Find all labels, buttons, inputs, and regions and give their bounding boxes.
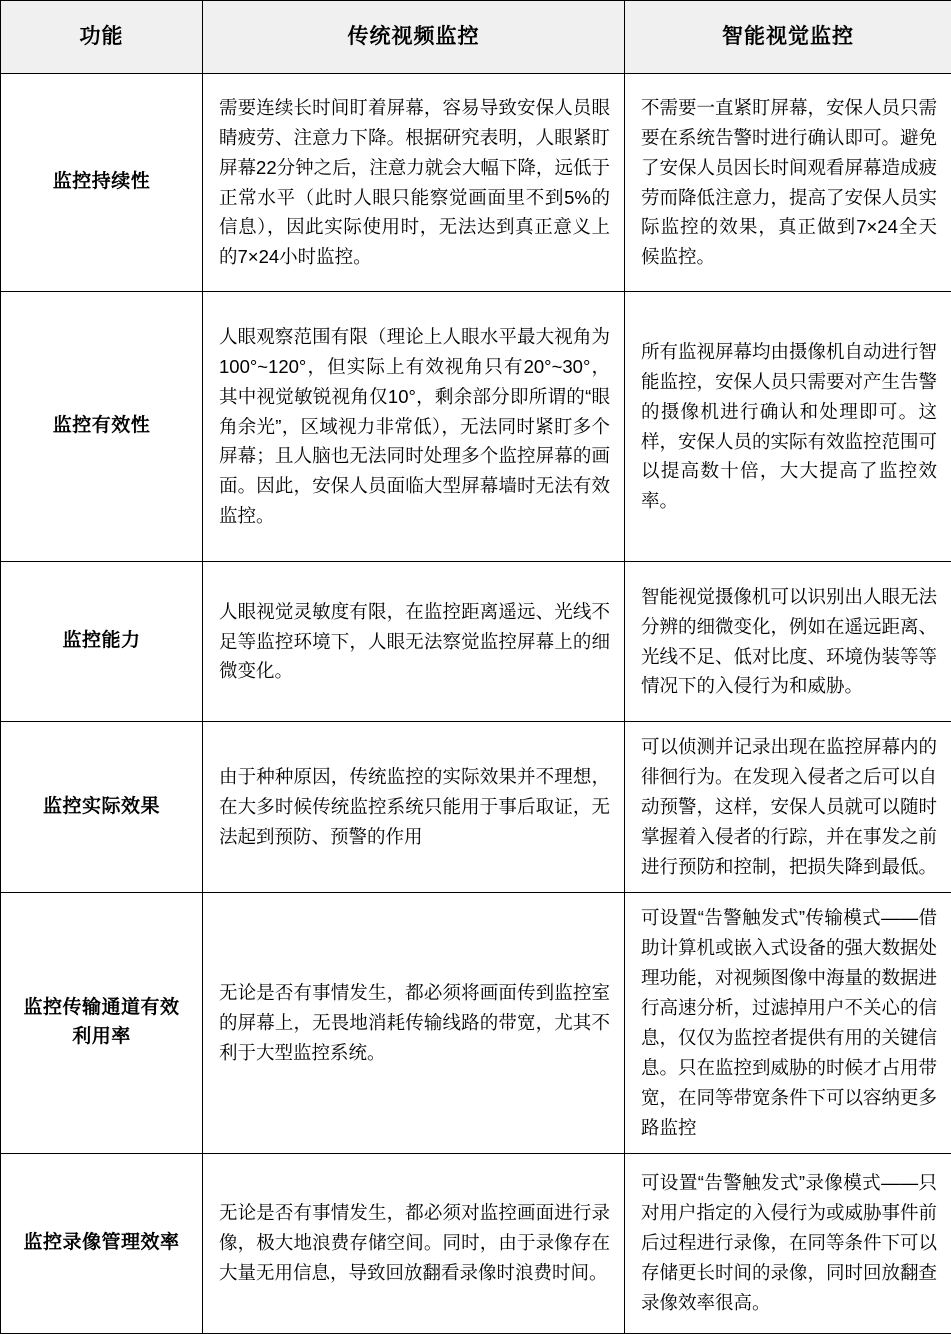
feature-label-cell bbox=[1, 1153, 203, 1333]
smart-description-cell bbox=[625, 292, 951, 562]
smart-description: 智能视觉摄像机可以识别出人眼无法分辨的细微变化，例如在遥远距离、光线不足、低对比度、环境伪装等等情况下的入侵行为和威胁。 bbox=[641, 582, 937, 702]
traditional-description-cell bbox=[203, 74, 625, 292]
feature-label-cell bbox=[1, 892, 203, 1153]
smart-description: 可设置“告警触发式”传输模式——借助计算机或嵌入式设备的强大数据处理功能，对视频图像中海量的数据进行高速分析，过滤掉用户不关心的信息，仅仅为监控者提供有用的关键信息。只在监控到威胁的时候才占用带宽，在同等带宽条件下可以容纳更多路监控 bbox=[641, 903, 937, 1143]
traditional-description-cell bbox=[203, 722, 625, 893]
feature-label: 监控实际效果 bbox=[43, 796, 160, 817]
feature-label-cell bbox=[1, 292, 203, 562]
traditional-description-cell bbox=[203, 892, 625, 1153]
traditional-description: 人眼视觉灵敏度有限，在监控距离遥远、光线不足等监控环境下，人眼无法察觉监控屏幕上的细微变化。 bbox=[219, 597, 610, 687]
column-header-feature-label: 功能 bbox=[1, 23, 202, 50]
smart-description: 所有监视屏幕均由摄像机自动进行智能监控，安保人员只需要对产生告警的摄像机进行确认和处理即可。这样，安保人员的实际有效监控范围可以提高数十倍，大大提高了监控效率。 bbox=[641, 337, 937, 517]
feature-label: 监控录像管理效率 bbox=[23, 1232, 179, 1253]
feature-label-cell bbox=[1, 74, 203, 292]
table-row bbox=[1, 722, 951, 893]
table-header bbox=[1, 1, 951, 74]
column-header-traditional-label: 传统视频监控 bbox=[203, 23, 624, 50]
header-row bbox=[1, 1, 951, 74]
traditional-description: 无论是否有事情发生，都必须将画面传到监控室的屏幕上，无畏地消耗传输线路的带宽，尤其不利于大型监控系统。 bbox=[219, 978, 610, 1068]
smart-description-cell bbox=[625, 74, 951, 292]
smart-description-cell bbox=[625, 1153, 951, 1333]
table-row bbox=[1, 562, 951, 722]
column-header-feature bbox=[1, 1, 203, 74]
column-header-smart-label: 智能视觉监控 bbox=[625, 23, 951, 50]
smart-description-cell bbox=[625, 562, 951, 722]
smart-description: 不需要一直紧盯屏幕，安保人员只需要在系统告警时进行确认即可。避免了安保人员因长时间观看屏幕造成疲劳而降低注意力，提高了安保人员实际监控的效果，真正做到7×24全天候监控。 bbox=[641, 93, 937, 273]
table-row bbox=[1, 74, 951, 292]
traditional-description-cell bbox=[203, 1153, 625, 1333]
traditional-description: 人眼观察范围有限（理论上人眼水平最大视角为100°~120°，但实际上有效视角只有20°~30°，其中视觉敏锐视角仅10°，剩余部分即所谓的“眼角余光”，区域视力非常低），无法同时紧盯多个屏幕；且人脑也无法同时处理多个监控屏幕的画面。因此，安保人员面临大型屏幕墙时无法有效监控。 bbox=[219, 322, 610, 532]
traditional-description-cell bbox=[203, 292, 625, 562]
traditional-description: 无论是否有事情发生，都必须对监控画面进行录像，极大地浪费存储空间。同时，由于录像存在大量无用信息，导致回放翻看录像时浪费时间。 bbox=[219, 1198, 610, 1288]
feature-label-cell bbox=[1, 722, 203, 893]
table-row bbox=[1, 892, 951, 1153]
table-body bbox=[1, 74, 951, 1334]
traditional-description-cell bbox=[203, 562, 625, 722]
table-row bbox=[1, 292, 951, 562]
feature-label: 监控有效性 bbox=[53, 415, 151, 436]
smart-description-cell bbox=[625, 892, 951, 1153]
smart-description: 可以侦测并记录出现在监控屏幕内的徘徊行为。在发现入侵者之后可以自动预警，这样，安保人员就可以随时掌握着入侵者的行踪，并在事发之前进行预防和控制，把损失降到最低。 bbox=[641, 732, 937, 882]
traditional-description: 需要连续长时间盯着屏幕，容易导致安保人员眼睛疲劳、注意力下降。根据研究表明，人眼紧盯屏幕22分钟之后，注意力就会大幅下降，远低于正常水平（此时人眼只能察觉画面里不到5%的信息），因此实际使用时，无法达到真正意义上的7×24小时监控。 bbox=[219, 93, 610, 273]
column-header-traditional bbox=[203, 1, 625, 74]
table-row bbox=[1, 1153, 951, 1333]
smart-description-cell bbox=[625, 722, 951, 893]
column-header-smart bbox=[625, 1, 951, 74]
feature-label: 监控能力 bbox=[62, 630, 140, 651]
smart-description: 可设置“告警触发式”录像模式——只对用户指定的入侵行为或威胁事件前后过程进行录像，在同等条件下可以存储更长时间的录像，同时回放翻查录像效率很高。 bbox=[641, 1168, 937, 1318]
feature-label: 监控传输通道有效利用率 bbox=[23, 997, 179, 1047]
feature-label-cell bbox=[1, 562, 203, 722]
traditional-description: 由于种种原因，传统监控的实际效果并不理想，在大多时候传统监控系统只能用于事后取证，无法起到预防、预警的作用 bbox=[219, 762, 610, 852]
feature-label: 监控持续性 bbox=[53, 171, 151, 192]
